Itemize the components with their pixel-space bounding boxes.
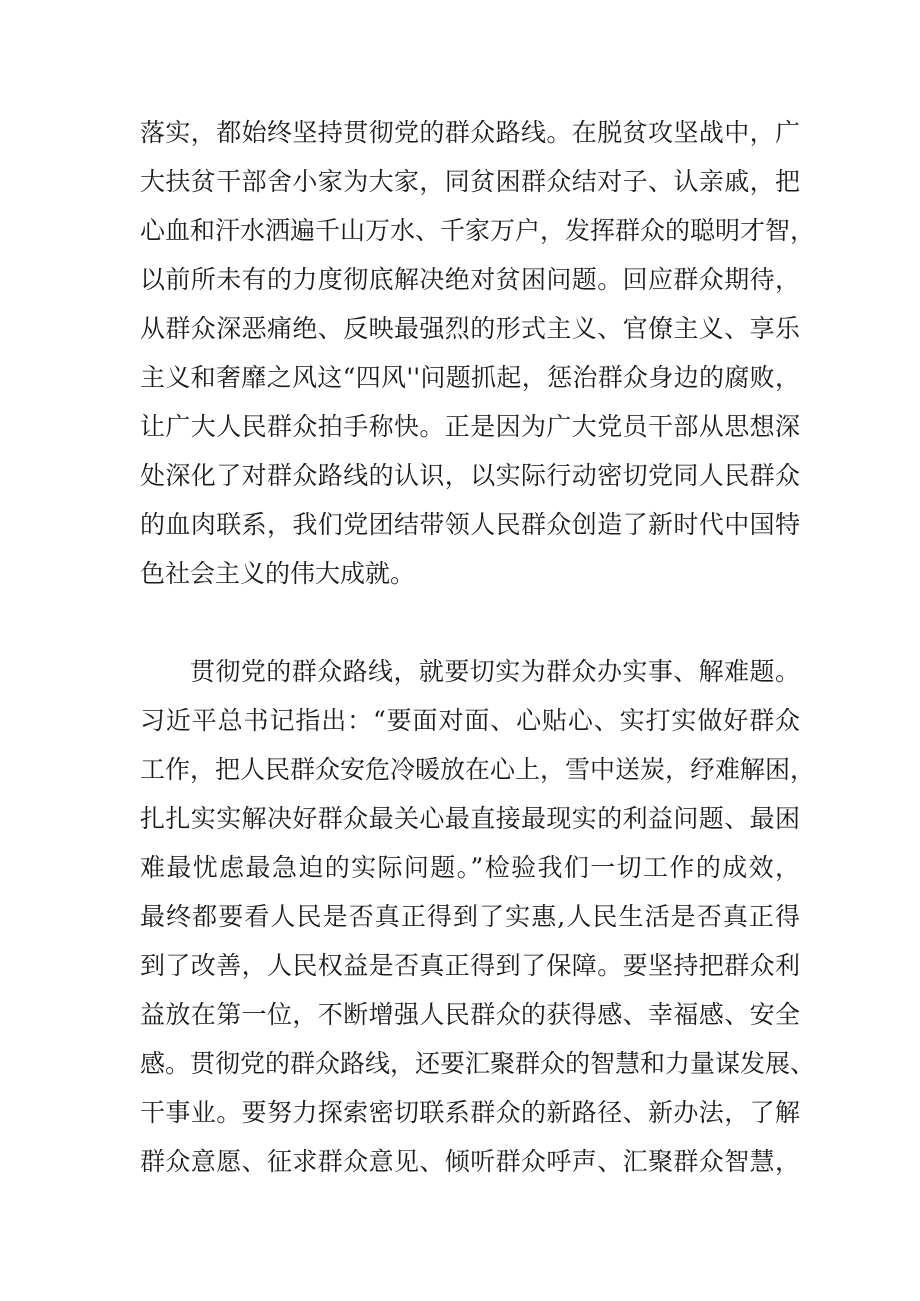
text-line: 大扶贫干部舍小家为大家，同贫困群众结对子、认亲戚，把 bbox=[140, 167, 800, 196]
text-line: 主义和奢靡之风这“四风''问题抓起，惩治群众身边的腐败， bbox=[140, 363, 800, 392]
text-line: 心血和汗水洒遍千山万水、千家万户，发挥群众的聪明才智， bbox=[140, 216, 816, 245]
text-line: 扎扎实实解决好群众最关心最直接最现实的利益问题、最困 bbox=[140, 804, 800, 833]
text-line: 让广大人民群众拍手称快。正是因为广大党员干部从思想深 bbox=[140, 412, 800, 441]
text-line: 以前所未有的力度彻底解决绝对贫困问题。回应群众期待， bbox=[140, 265, 800, 294]
text-line: 色社会主义的伟大成就。 bbox=[140, 559, 416, 588]
text-line: 落实，都始终坚持贯彻党的群众路线。在脱贫攻坚战中，广 bbox=[140, 118, 800, 147]
text-line: 干事业。要努力探索密切联系群众的新路径、新办法，了解 bbox=[140, 1098, 800, 1127]
text-line: 感。贯彻党的群众路线，还要汇聚群众的智慧和力量谋发展、 bbox=[140, 1049, 816, 1078]
text-line: 贯彻党的群众路线，就要切实为群众办实事、解难题。 bbox=[190, 657, 800, 686]
text-line: 益放在第一位，不断增强人民群众的获得感、幸福感、安全 bbox=[140, 1000, 800, 1029]
text-line: 工作，把人民群众安危冷暖放在心上，雪中送炭，纾难解困， bbox=[140, 755, 816, 784]
text-line: 最终都要看人民是否真正得到了实惠,人民生活是否真正得 bbox=[140, 902, 800, 931]
text-line: 的血肉联系，我们党团结带领人民群众创造了新时代中国特 bbox=[140, 510, 800, 539]
text-line: 习近平总书记指出：“要面对面、心贴心、实打实做好群众 bbox=[140, 706, 800, 735]
text-line: 难最忧虑最急迫的实际问题。”检验我们一切工作的成效， bbox=[140, 853, 800, 882]
text-line: 从群众深恶痛绝、反映最强烈的形式主义、官僚主义、享乐 bbox=[140, 314, 800, 343]
text-line: 处深化了对群众路线的认识，以实际行动密切党同人民群众 bbox=[140, 461, 800, 490]
text-line: 群众意愿、征求群众意见、倾听群众呼声、汇聚群众智慧， bbox=[140, 1147, 800, 1176]
text-line: 到了改善，人民权益是否真正得到了保障。要坚持把群众利 bbox=[140, 951, 800, 980]
